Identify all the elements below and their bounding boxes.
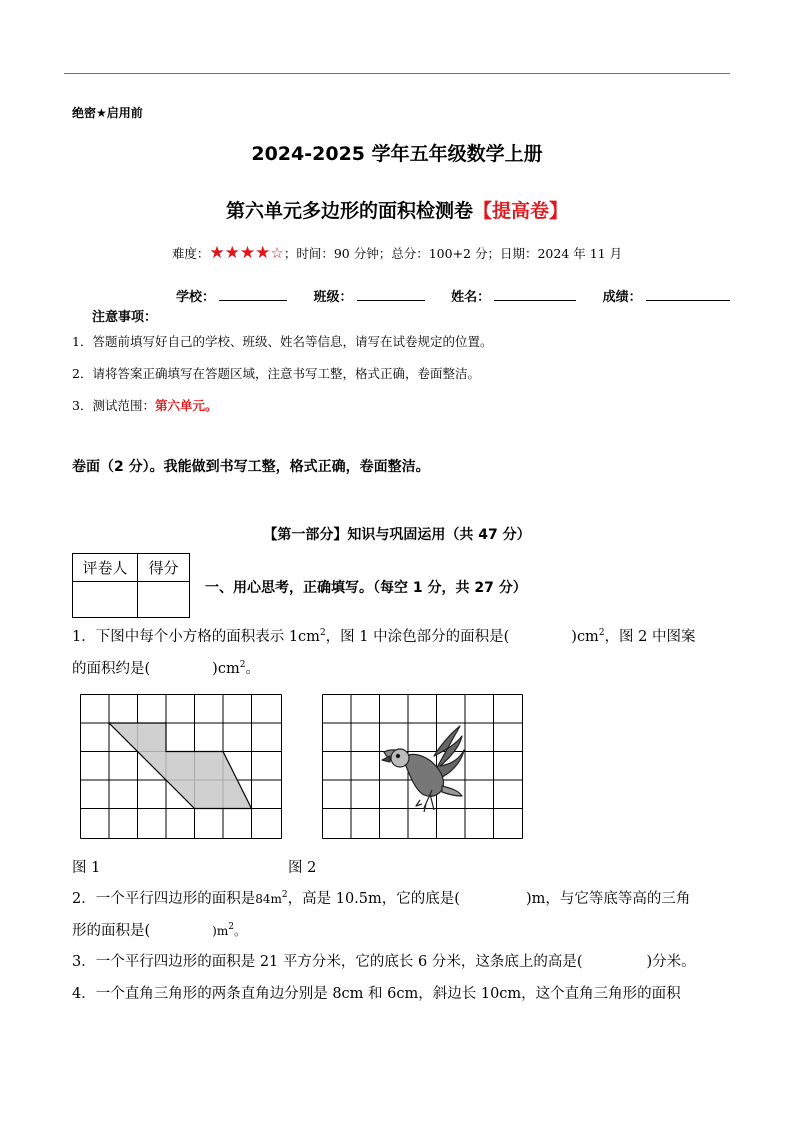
q1-text-b: ，图 1 中涂色部分的面积是( — [325, 629, 510, 645]
school-label: 学校： — [176, 290, 216, 305]
subtitle-main: 第六单元多边形的面积检测卷 — [225, 200, 473, 222]
question-2-line-1 — [72, 887, 690, 908]
q3-text-a: 3．一个平行四边形的面积是 21 平方分米，它的底长 6 分米，这条底上的高是( — [72, 954, 583, 970]
q2-text-line2a: 形的面积是( — [72, 923, 151, 939]
name-label: 姓名： — [451, 290, 491, 305]
grader-cell[interactable] — [73, 582, 138, 618]
difficulty-stars-filled: ★★★★ — [209, 243, 271, 263]
figure-1-shaded-shape — [109, 723, 252, 809]
question-1-line-2 — [72, 657, 260, 678]
difficulty-label: 难度： — [171, 246, 210, 261]
q1-sup-2: 2 — [598, 628, 605, 639]
exam-info: ；时间：90 分钟；总分：100+2 分；日期：2024 年 11 月 — [283, 246, 623, 261]
q1-sup-3: 2 — [239, 660, 246, 671]
q3-text-b: )分米。 — [646, 954, 696, 970]
q2-area: 84m — [255, 892, 282, 906]
notes-heading: 注意事项： — [92, 310, 158, 325]
q2-text-c: )m，与它等底等高的三角 — [525, 891, 691, 907]
question-1-line-1 — [72, 625, 696, 646]
figure-2-label: 图 2 — [288, 860, 317, 876]
note-item-3-prefix: 3．测试范围： — [72, 398, 155, 413]
note-item-2: 2．请将答案正确填写在答题区域，注意书写工整，格式正确，卷面整洁。 — [72, 366, 480, 381]
score-blank[interactable] — [646, 286, 730, 301]
note-item-3 — [72, 396, 217, 414]
subtitle-tag: 【提高卷】 — [473, 200, 569, 222]
score-header: 得分 — [138, 554, 190, 582]
school-blank[interactable] — [219, 286, 287, 301]
q1-text-line2a: 的面积约是( — [72, 661, 151, 677]
q1-text-a: 1．下图中每个小方格的面积表示 1cm — [72, 629, 320, 645]
q1-text-line2b: )cm — [212, 661, 240, 677]
part1-title: 【第一部分】知识与巩固运用（共 47 分） — [263, 527, 531, 543]
score-cell[interactable] — [138, 582, 190, 618]
q1-text-d: ，图 2 中图案 — [604, 629, 696, 645]
page-subtitle — [0, 196, 794, 223]
name-blank[interactable] — [494, 286, 576, 301]
class-label: 班级： — [313, 290, 353, 305]
note-item-3-scope: 第六单元。 — [154, 398, 218, 413]
q1-sup-1: 2 — [319, 628, 326, 639]
question-3 — [72, 950, 696, 971]
exam-meta — [0, 243, 794, 263]
difficulty-stars-empty: ☆ — [270, 244, 284, 262]
figure-2-grid — [322, 694, 523, 839]
score-label: 成绩： — [602, 290, 642, 305]
score-table — [72, 553, 190, 618]
question-2-line-2 — [72, 919, 246, 940]
grader-header: 评卷人 — [73, 554, 138, 582]
figure-1-grid — [80, 694, 282, 839]
question-4: 4．一个直角三角形的两条直角边分别是 8cm 和 6cm，斜边长 10cm，这个直角三角形的面积 — [72, 986, 681, 1002]
section1-title: 一、用心思考，正确填写。（每空 1 分，共 27 分） — [205, 580, 527, 596]
q2-text-line2c: 。 — [233, 924, 246, 938]
q2-sup: 2 — [281, 890, 288, 901]
note-item-1: 1．答题前填写好自己的学校、班级、姓名等信息，请写在试卷规定的位置。 — [72, 334, 493, 349]
secret-label: 绝密★启用前 — [72, 106, 143, 120]
neatness-statement: 卷面（2 分）。我能做到书写工整，格式正确，卷面整洁。 — [72, 459, 430, 475]
q2-text-a: 2．一个平行四边形的面积是 — [72, 891, 256, 907]
student-fields — [176, 286, 730, 305]
bird-icon — [382, 726, 464, 812]
header-rule — [64, 73, 730, 74]
q2-sup-2: 2 — [228, 922, 234, 933]
q2-text-line2b: )m — [212, 924, 229, 938]
q1-text-line2c: 。 — [245, 661, 260, 677]
figure-1-label: 图 1 — [72, 860, 101, 876]
class-blank[interactable] — [357, 286, 425, 301]
q1-text-c: )cm — [571, 629, 599, 645]
page-title: 2024-2025 学年五年级数学上册 — [251, 143, 543, 165]
q2-text-b: ，高是 10.5m，它的底是( — [287, 891, 460, 907]
